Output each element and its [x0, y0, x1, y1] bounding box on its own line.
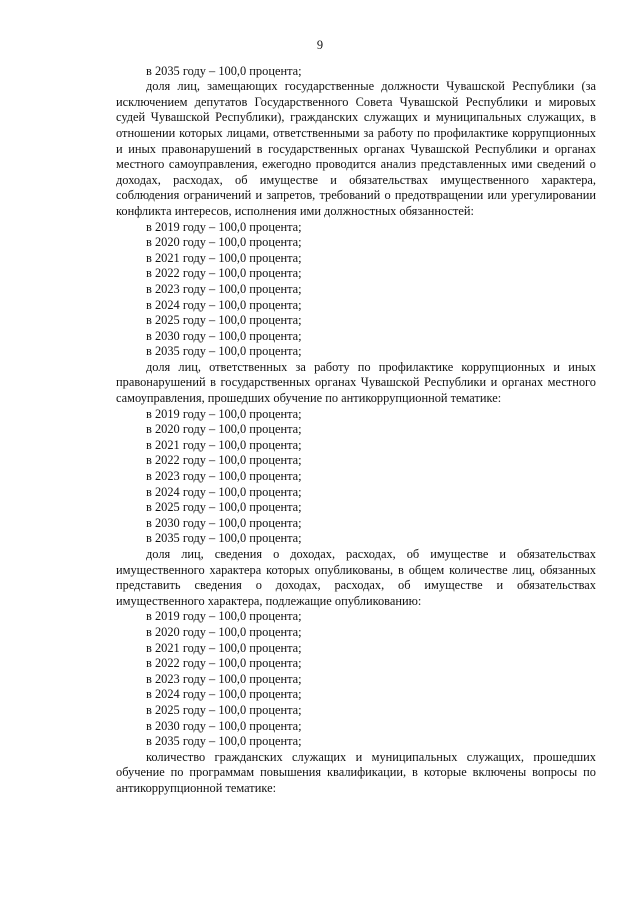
list-item: в 2022 году – 100,0 процента; [146, 266, 302, 281]
list-item: в 2030 году – 100,0 процента; [146, 328, 302, 343]
list-item: в 2035 году – 100,0 процента; [146, 531, 302, 546]
list-item: в 2019 году – 100,0 процента; [146, 219, 302, 234]
list-item: в 2030 году – 100,0 процента; [146, 515, 302, 530]
list-item: в 2020 году – 100,0 процента; [146, 624, 302, 639]
list-item: в 2035 году – 100,0 процента; [146, 63, 302, 78]
list-item: в 2022 году – 100,0 процента; [146, 453, 302, 468]
page-number: 9 [316, 38, 324, 52]
paragraph: количество гражданских служащих и муниципальных служащих, прошедших обучение по программам повышения квалификации, в которые включены вопросы по антикоррупционной тематике: [116, 749, 596, 795]
list-item: в 2023 году – 100,0 процента; [146, 281, 302, 296]
list-item: в 2025 году – 100,0 процента; [146, 702, 302, 717]
list-item: в 2021 году – 100,0 процента; [146, 437, 302, 452]
list-item: в 2024 году – 100,0 процента; [146, 484, 302, 499]
list-item: в 2035 году – 100,0 процента; [146, 344, 302, 359]
list-item: в 2021 году – 100,0 процента; [146, 640, 302, 655]
list-item: в 2022 году – 100,0 процента; [146, 656, 302, 671]
list-item: в 2035 году – 100,0 процента; [146, 734, 302, 749]
paragraph: доля лиц, замещающих государственные должности Чувашской Республики (за исключением депутатов Государственного Совета Чувашской Республики и мировых судей Чувашской Республики), гражданских служащих и муниципальных служащих, в отношении которых лицами, ответственными за работу по профилактике коррупционных и иных правонарушений в государственных органах Чувашской Республики и органах местного самоуправления, ежегодно проводится анализ представленных ими сведений о доходах, расходах, об имуществе и обязательствах имущественного характера, соблюдения ограничений и запретов, требований о предотвращении или урегулировании конфликта интересов, исполнения ими должностных обязанностей: [116, 79, 596, 218]
list-item: в 2021 году – 100,0 процента; [146, 250, 302, 265]
document-body [116, 64, 596, 797]
list-item: в 2024 году – 100,0 процента; [146, 687, 302, 702]
list-item: в 2030 году – 100,0 процента; [146, 718, 302, 733]
paragraph: доля лиц, сведения о доходах, расходах, об имуществе и обязательствах имущественного характера которых опубликованы, в общем количестве лиц, обязанных представить сведения о доходах, расходах, об имуществе и обязательствах имущественного характера, подлежащие опубликованию: [116, 547, 596, 608]
list-item: в 2025 году – 100,0 процента; [146, 500, 302, 515]
list-item: в 2023 году – 100,0 процента; [146, 469, 302, 484]
list-item: в 2019 году – 100,0 процента; [146, 609, 302, 624]
list-item: в 2023 году – 100,0 процента; [146, 671, 302, 686]
list-item: в 2020 году – 100,0 процента; [146, 235, 302, 250]
list-item: в 2024 году – 100,0 процента; [146, 297, 302, 312]
list-item: в 2025 году – 100,0 процента; [146, 313, 302, 328]
list-item: в 2020 году – 100,0 процента; [146, 422, 302, 437]
paragraph: доля лиц, ответственных за работу по профилактике коррупционных и иных правонарушений в государственных органах Чувашской Республики и органах местного самоуправления, прошедших обучение по антикоррупционной тематике: [116, 359, 596, 406]
list-item: в 2019 году – 100,0 процента; [146, 406, 302, 421]
